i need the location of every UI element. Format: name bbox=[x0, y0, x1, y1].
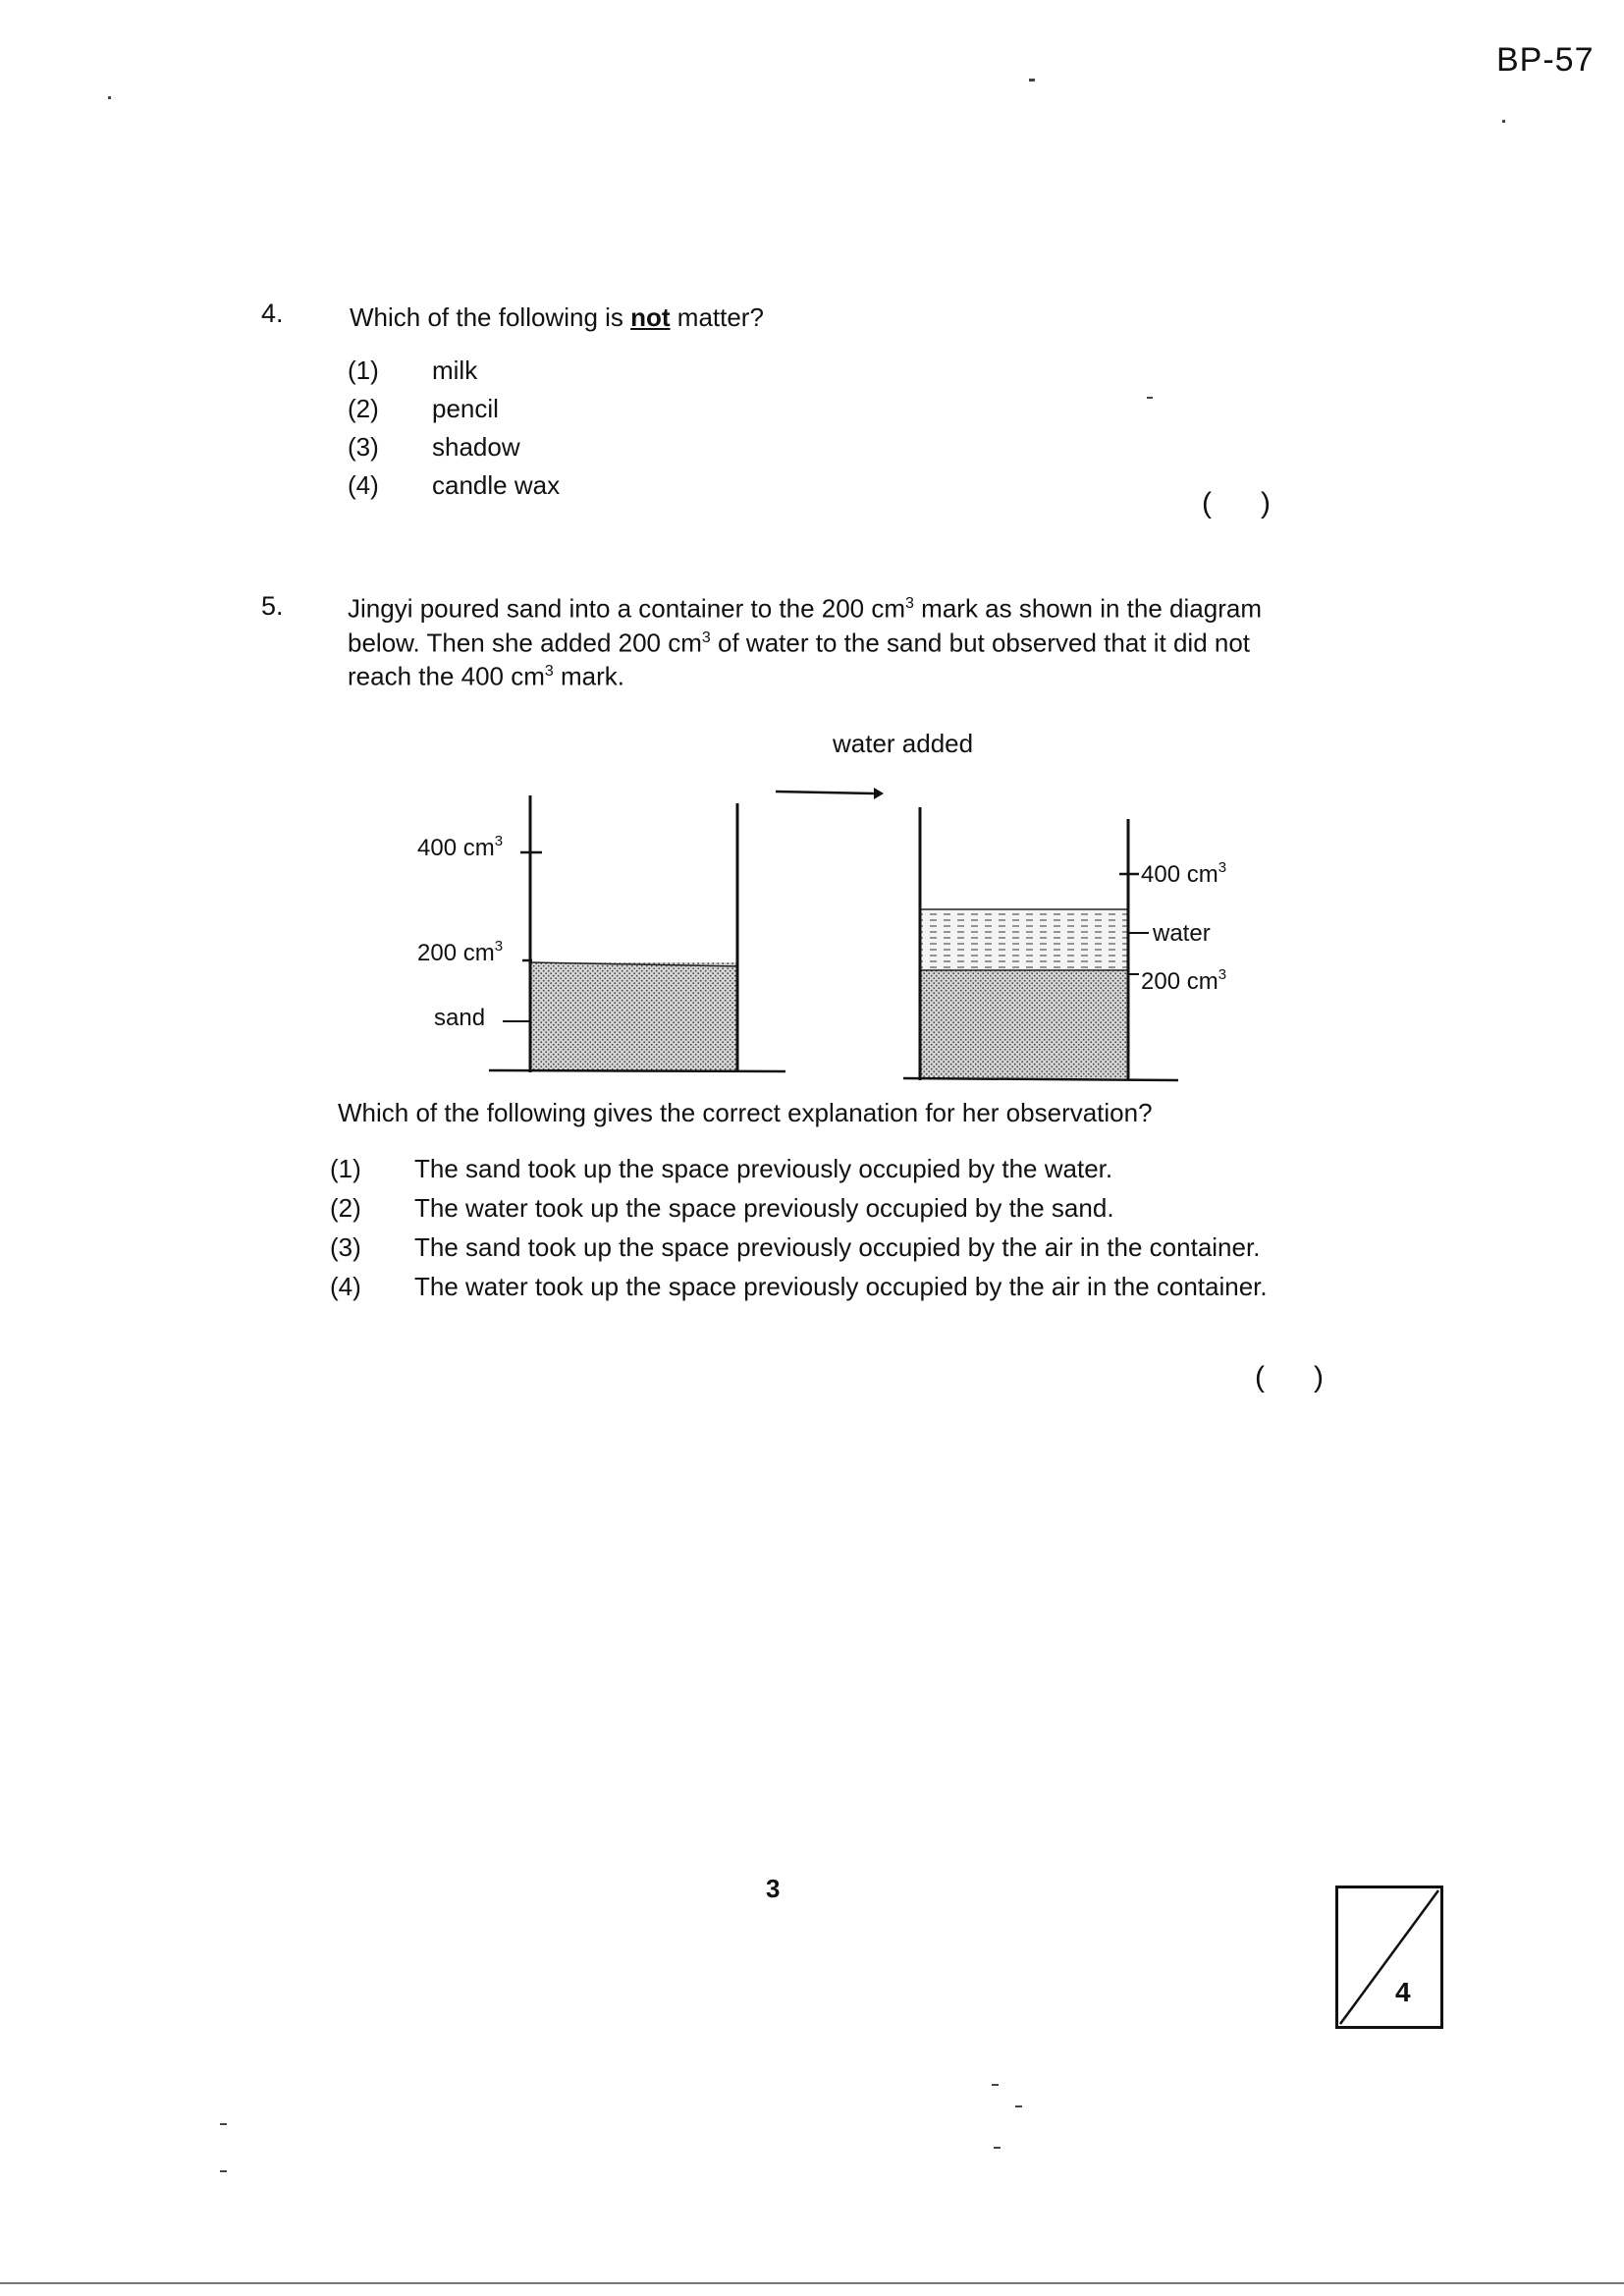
scan-speck bbox=[1015, 2105, 1022, 2107]
left-container bbox=[489, 795, 785, 1072]
q5-option-2[interactable]: (2) The water took up the space previously occupied by the sand. bbox=[330, 1193, 1114, 1223]
q4-answer-box[interactable]: ( ) bbox=[1202, 487, 1271, 519]
scan-speck bbox=[1502, 120, 1505, 123]
right-container bbox=[903, 807, 1178, 1080]
q5-options bbox=[330, 1149, 1268, 1306]
q5-stem-line-3: reach the 400 $cm^3$ mark. bbox=[348, 661, 625, 691]
scan-speck bbox=[108, 96, 111, 99]
q5-stem-line-2: below. Then she added 200 $cm^3$ of water to the sand but observed that it did not bbox=[348, 628, 1251, 658]
q4-option-4[interactable]: (4) candle wax bbox=[348, 470, 561, 500]
paper-code: BP-57 bbox=[1496, 41, 1595, 79]
marks-box bbox=[1335, 1886, 1443, 2029]
right-label-400: 400 $cm^3$ bbox=[1141, 859, 1227, 888]
sand-water-diagram bbox=[393, 717, 1276, 1090]
q4-stem-after: matter? bbox=[670, 302, 764, 332]
q4-stem bbox=[350, 302, 764, 332]
scan-speck bbox=[1029, 79, 1035, 82]
scan-speck bbox=[992, 2084, 999, 2086]
scan-edge-line bbox=[0, 2282, 1624, 2284]
q4-option-1[interactable]: (1) milk bbox=[348, 355, 478, 385]
right-water-fill bbox=[919, 909, 1127, 970]
q5-number: 5. bbox=[261, 591, 284, 621]
marks-box-diagonal bbox=[1338, 1888, 1440, 2026]
q4-stem-emphasis: not bbox=[630, 302, 671, 332]
scan-speck bbox=[1147, 397, 1153, 399]
left-label-200: 200 $cm^3$ bbox=[417, 938, 504, 966]
scan-speck bbox=[994, 2147, 1001, 2149]
q4-options bbox=[348, 352, 560, 505]
q5-stem bbox=[348, 589, 1349, 691]
page-number: 3 bbox=[766, 1874, 781, 1903]
q4-option-2[interactable]: (2) pencil bbox=[348, 394, 499, 423]
left-label-400: 400 $cm^3$ bbox=[417, 833, 504, 861]
q5-option-4[interactable]: (4) The water took up the space previously occupied by the air in the container. bbox=[330, 1272, 1268, 1301]
right-sand-fill bbox=[919, 970, 1127, 1078]
diagram-caption: water added bbox=[833, 729, 974, 758]
scan-speck bbox=[220, 2170, 227, 2172]
q5-question: Which of the following gives the correct explanation for her observation? bbox=[338, 1098, 1153, 1127]
q4-number: 4. bbox=[261, 299, 284, 328]
q5-stem-line-1: Jingyi poured sand into a container to the 200 $cm^3$ mark as shown in the diagram bbox=[348, 593, 1262, 624]
right-label-200: 200 $cm^3$ bbox=[1141, 966, 1227, 995]
q5-option-3[interactable]: (3) The sand took up the space previously occupied by the air in the container. bbox=[330, 1232, 1261, 1262]
left-label-sand: sand bbox=[434, 1005, 486, 1031]
q5-answer-box[interactable]: ( ) bbox=[1255, 1361, 1324, 1394]
q4-stem-before: Which of the following is bbox=[350, 302, 631, 332]
arrow-right-icon bbox=[776, 788, 884, 799]
marks-value: 4 bbox=[1395, 1977, 1411, 2007]
q5-option-1[interactable]: (1) The sand took up the space previously occupied by the water. bbox=[330, 1154, 1113, 1183]
left-sand-fill bbox=[530, 962, 736, 1070]
scan-speck bbox=[220, 2123, 227, 2125]
right-label-water: water bbox=[1153, 920, 1211, 947]
q4-option-3[interactable]: (3) shadow bbox=[348, 432, 520, 462]
